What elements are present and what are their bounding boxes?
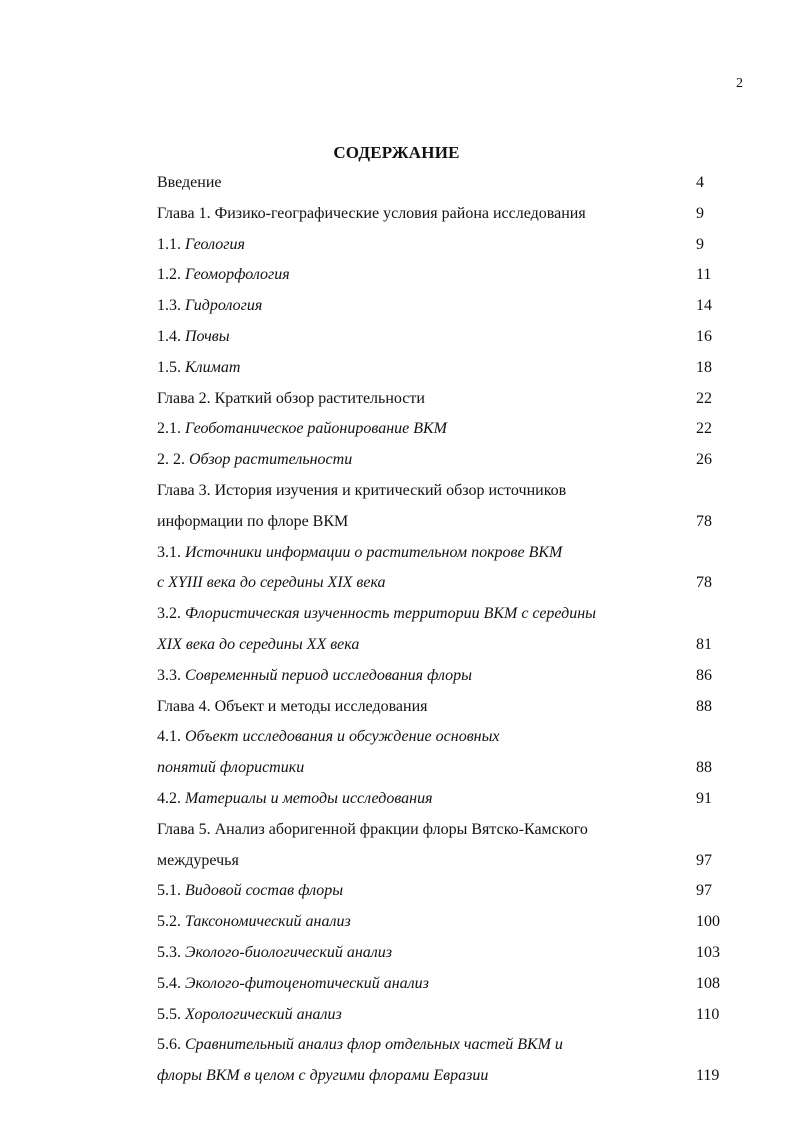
toc-entry-page: 110 (696, 1005, 720, 1023)
toc-entry-number: 2.1. (157, 420, 185, 438)
toc-entry-page: 78 (696, 512, 712, 530)
toc-entry (157, 1000, 727, 1031)
toc-entry (157, 846, 727, 877)
toc-entry (157, 938, 727, 969)
toc-entry-title: Глава 3. История изучения и критический обзор источников (157, 481, 567, 499)
toc-entry-page: 9 (696, 204, 704, 222)
toc-entry-page: 97 (696, 851, 712, 869)
toc-entry-page: 88 (696, 697, 712, 715)
toc-entry (157, 476, 727, 507)
toc-entry-title: Эколого-биологический анализ (185, 943, 393, 961)
toc-entry-page: 26 (696, 451, 712, 469)
toc-entry-title: междуречья (157, 851, 239, 869)
toc-entry-page: 100 (696, 913, 720, 931)
toc-entry-title: Хорологический анализ (185, 1005, 342, 1023)
toc-entry-title: Обзор растительности (189, 451, 353, 469)
toc-entry (157, 384, 727, 415)
toc-entry-page: 119 (696, 1067, 720, 1085)
toc-entry (157, 353, 727, 384)
toc-entry-title: Геоморфология (185, 266, 290, 284)
toc-entry-title: Гидрология (185, 297, 263, 315)
toc-entry-number: 1.1. (157, 235, 185, 253)
toc-entry-title: Геология (185, 235, 245, 253)
toc-entry-page: 22 (696, 420, 712, 438)
toc-entry (157, 1061, 727, 1092)
toc-entry-page: 14 (696, 297, 712, 315)
toc-entry-number: 2. 2. (157, 451, 189, 469)
toc-entry (157, 230, 727, 261)
toc-entry-page: 103 (696, 943, 720, 961)
toc-entry-number: 5.5. (157, 1005, 185, 1023)
toc-entry-page: 78 (696, 574, 712, 592)
toc-entry-title: Современный период исследования флоры (185, 666, 472, 684)
toc-entry (157, 1030, 727, 1061)
toc-entry-title: с XYIII века до середины XIX века (157, 574, 386, 592)
toc-entry-number: 4.1. (157, 728, 185, 746)
toc-entry (157, 507, 727, 538)
toc-entry (157, 784, 727, 815)
toc-entry-title: Глава 4. Объект и методы исследования (157, 697, 428, 715)
toc-entry-number: 5.6. (157, 1036, 185, 1054)
toc-entry-title: Таксономический анализ (185, 913, 351, 931)
toc-entry-number: 5.2. (157, 913, 185, 931)
toc-entry-page: 16 (696, 327, 712, 345)
toc-entry (157, 445, 727, 476)
toc-entry (157, 753, 727, 784)
toc-entry-page: 18 (696, 358, 712, 376)
toc-entry-number: 1.5. (157, 358, 185, 376)
toc-entry (157, 414, 727, 445)
toc-entry-title: Объект исследования и обсуждение основных (185, 728, 500, 746)
toc-entry-title: Геоботаническое районирование ВКМ (185, 420, 447, 438)
toc-entry (157, 260, 727, 291)
toc-entry-page: 88 (696, 759, 712, 777)
toc-entry (157, 907, 727, 938)
toc-entry-title: Видовой состав флоры (185, 882, 344, 900)
toc-entry-title: Почвы (185, 327, 230, 345)
table-of-contents (157, 168, 727, 1092)
toc-entry (157, 168, 727, 199)
toc-entry (157, 291, 727, 322)
toc-entry-number: 1.2. (157, 266, 185, 284)
toc-entry-title: Материалы и методы исследования (185, 789, 433, 807)
toc-entry (157, 722, 727, 753)
toc-entry (157, 969, 727, 1000)
toc-entry (157, 568, 727, 599)
toc-entry-number: 3.1. (157, 543, 185, 561)
toc-entry-title: Климат (185, 358, 241, 376)
page-title: СОДЕРЖАНИЕ (333, 143, 460, 162)
toc-entry-title: Флористическая изученность территории ВКМ с середины (185, 605, 596, 623)
toc-entry-page: 86 (696, 666, 712, 684)
toc-entry-number: 5.4. (157, 974, 185, 992)
toc-entry-page: 4 (696, 174, 704, 191)
toc-entry-number: 3.2. (157, 605, 185, 623)
toc-entry-title: Введение (157, 174, 222, 191)
toc-entry (157, 876, 727, 907)
toc-entry (157, 630, 727, 661)
toc-entry-number: 5.1. (157, 882, 185, 900)
toc-entry-page: 97 (696, 882, 712, 900)
toc-entry-page: 11 (696, 266, 712, 284)
toc-entry-title: понятий флористики (157, 759, 305, 777)
toc-entry-title: Сравнительный анализ флор отдельных частей ВКМ и (185, 1036, 563, 1054)
toc-entry-title: Источники информации о растительном покрове ВКМ (185, 543, 563, 561)
toc-entry-page: 9 (696, 235, 704, 253)
toc-entry-title: информации по флоре ВКМ (157, 512, 349, 530)
toc-entry-number: 1.4. (157, 327, 185, 345)
toc-entry (157, 199, 727, 230)
toc-entry-number: 4.2. (157, 789, 185, 807)
toc-entry-title: XIX века до середины XX века (157, 635, 360, 653)
toc-entry-page: 22 (696, 389, 712, 407)
toc-entry (157, 322, 727, 353)
toc-entry (157, 538, 727, 569)
toc-entry (157, 692, 727, 723)
toc-entry (157, 661, 727, 692)
toc-entry (157, 599, 727, 630)
toc-entry-page: 81 (696, 635, 712, 653)
toc-entry-title: Эколого-фитоценотический анализ (185, 974, 429, 992)
toc-entry-page: 91 (696, 789, 712, 807)
page-number: 2 (736, 76, 743, 91)
toc-entry-title: флоры ВКМ в целом с другими флорами Евразии (157, 1067, 489, 1085)
toc-entry (157, 815, 727, 846)
toc-entry-title: Глава 2. Краткий обзор растительности (157, 389, 425, 407)
toc-entry-number: 3.3. (157, 666, 185, 684)
toc-entry-number: 5.3. (157, 943, 185, 961)
toc-entry-title: Глава 1. Физико-географические условия района исследования (157, 204, 586, 222)
toc-entry-page: 108 (696, 974, 720, 992)
toc-entry-title: Глава 5. Анализ аборигенной фракции флоры Вятско-Камского (157, 820, 588, 838)
toc-entry-number: 1.3. (157, 297, 185, 315)
